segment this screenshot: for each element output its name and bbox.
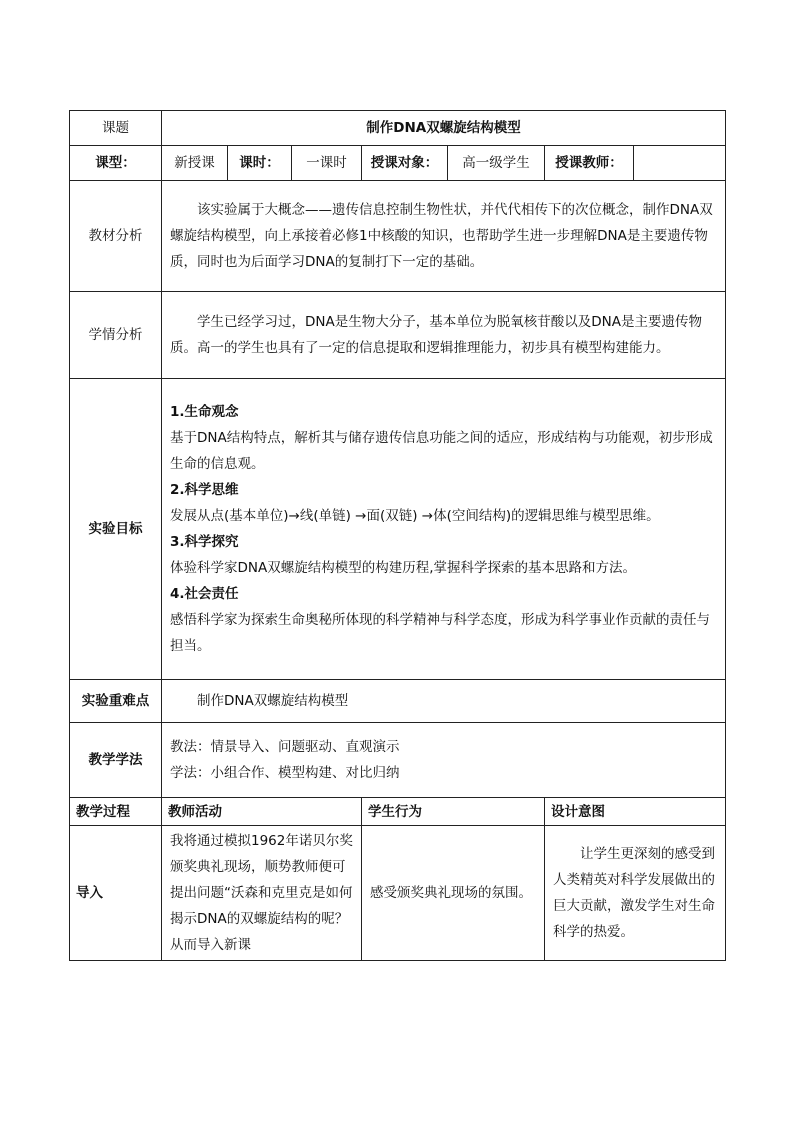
learning-method: 学法：小组合作、模型构建、对比归纳 xyxy=(170,765,400,781)
title-row xyxy=(70,111,726,146)
goal-heading: 2.科学思维 xyxy=(170,482,239,498)
process-header-student: 学生行为 xyxy=(362,798,545,826)
info-row xyxy=(70,146,726,181)
lesson-plan xyxy=(69,110,725,961)
process-teacher-activity: 我将通过模拟1962年诺贝尔奖颁奖典礼现场，顺势教师便可提出问题“沃森和克里克是如何揭示DNA的双螺旋结构的呢？从而导入新课 xyxy=(162,826,362,961)
type-label: 课型： xyxy=(70,146,162,181)
hours-value: 一课时 xyxy=(292,146,362,181)
goal-text: 感悟科学家为探索生命奥秘所体现的科学精神与科学态度，形成为科学事业作贡献的责任与担当。 xyxy=(170,612,710,654)
hours-label: 课时： xyxy=(228,146,292,181)
goals-label: 实验目标 xyxy=(70,379,162,680)
process-header-teacher: 教师活动 xyxy=(162,798,362,826)
key-points-label: 实验重难点 xyxy=(70,680,162,723)
material-row xyxy=(70,181,726,292)
goals-row xyxy=(70,379,726,680)
process-header-row xyxy=(70,798,726,826)
goal-heading: 4.社会责任 xyxy=(170,586,239,602)
process-design-intent: 让学生更深刻的感受到人类精英对科学发展做出的巨大贡献，激发学生对生命科学的热爱。 xyxy=(545,826,726,961)
learners-row xyxy=(70,292,726,379)
lesson-title: 制作DNA双螺旋结构模型 xyxy=(162,111,726,146)
goals-cell xyxy=(162,379,726,680)
methods-row xyxy=(70,723,726,798)
goal-text: 体验科学家DNA双螺旋结构模型的构建历程,掌握科学探索的基本思路和方法。 xyxy=(170,560,637,576)
target-value: 高一级学生 xyxy=(448,146,545,181)
process-student-behavior: 感受颁奖典礼现场的氛围。 xyxy=(362,826,545,961)
process-stage: 导入 xyxy=(70,826,162,961)
process-header-intent: 设计意图 xyxy=(545,798,726,826)
methods-label: 教学学法 xyxy=(70,723,162,798)
methods-cell xyxy=(162,723,726,798)
target-label: 授课对象： xyxy=(362,146,448,181)
key-points-row xyxy=(70,680,726,723)
teacher-value xyxy=(634,146,726,181)
goal-text: 基于DNA结构特点，解析其与储存遗传信息功能之间的适应，形成结构与功能观，初步形成生命的信息观。 xyxy=(170,430,713,472)
teacher-label: 授课教师： xyxy=(545,146,634,181)
material-label: 教材分析 xyxy=(70,181,162,292)
material-text: 该实验属于大概念——遗传信息控制生物性状，并代代相传下的次位概念，制作DNA双螺旋结构模型，向上承接着必修1中核酸的知识，也帮助学生进一步理解DNA是主要遗传物质，同时也为后面学习DNA的复制打下一定的基础。 xyxy=(170,202,713,270)
learners-label: 学情分析 xyxy=(70,292,162,379)
teaching-method: 教法：情景导入、问题驱动、直观演示 xyxy=(170,739,400,755)
title-label: 课题 xyxy=(70,111,162,146)
lesson-plan-table xyxy=(69,110,726,961)
goal-heading: 3.科学探究 xyxy=(170,534,239,550)
key-points-cell xyxy=(162,680,726,723)
type-value: 新授课 xyxy=(162,146,228,181)
goal-heading: 1.生命观念 xyxy=(170,404,239,420)
key-points-text: 制作DNA双螺旋结构模型 xyxy=(197,693,349,709)
material-cell xyxy=(162,181,726,292)
learners-cell xyxy=(162,292,726,379)
table-row xyxy=(70,826,726,961)
learners-text: 学生已经学习过，DNA是生物大分子，基本单位为脱氧核苷酸以及DNA是主要遗传物质。高一的学生也具有了一定的信息提取和逻辑推理能力，初步具有模型构建能力。 xyxy=(170,314,702,356)
process-header-stage: 教学过程 xyxy=(70,798,162,826)
goal-text: 发展从点(基本单位)→线(单链) →面(双链) →体(空间结构)的逻辑思维与模型思维。 xyxy=(170,508,660,524)
